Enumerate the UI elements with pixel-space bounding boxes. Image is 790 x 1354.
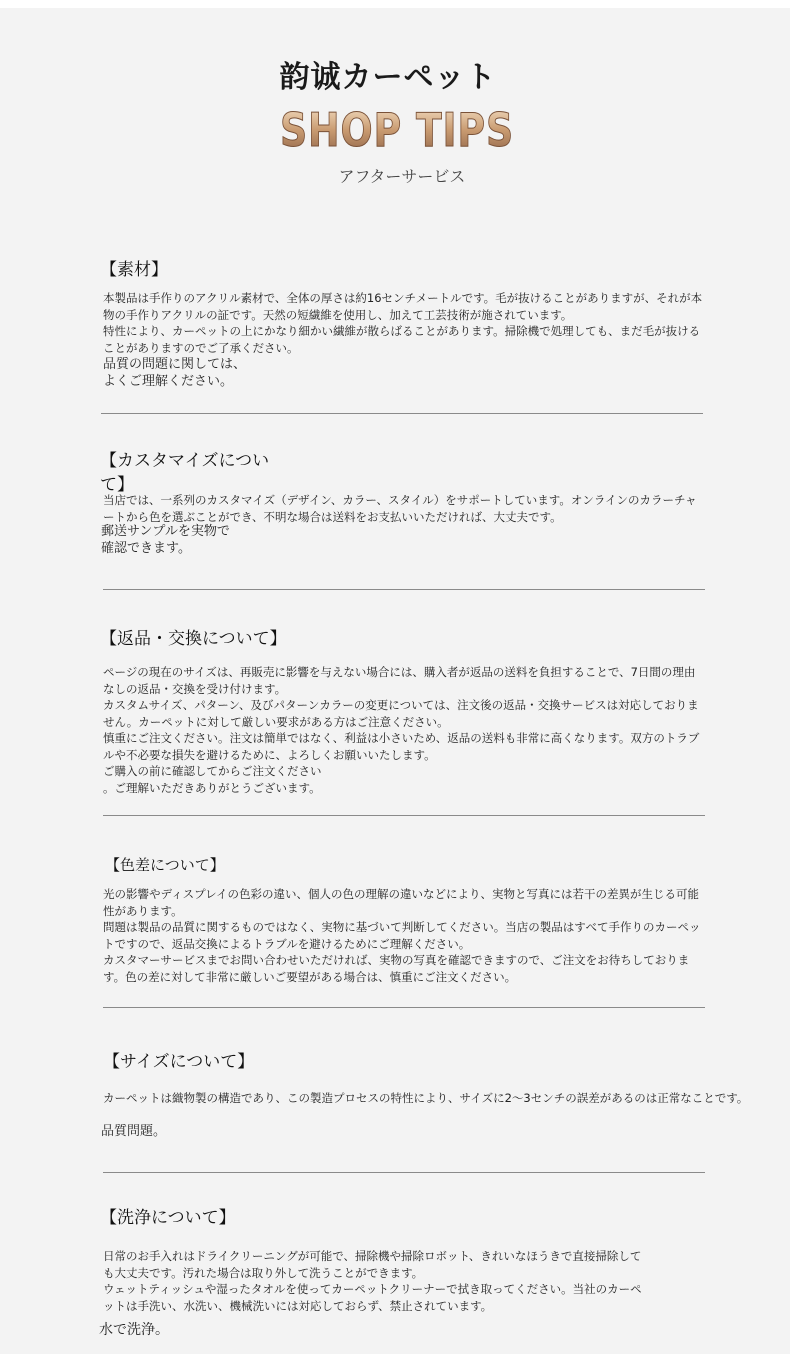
section-title-material: 【素材】 — [100, 260, 168, 280]
divider — [103, 1007, 705, 1008]
section-title-color: 【色差について】 — [105, 856, 225, 874]
after-service-subtitle: アフターサービス — [338, 167, 466, 186]
shop-name-heading: 韵诚カーペット — [279, 60, 497, 95]
svg-text:SHOP TIPS: SHOP TIPS — [280, 103, 514, 157]
section-body-cleaning: 日常のお手入れはドライクリーニングが可能で、掃除機や掃除ロボット、きれいなほうきで直接掃除しても大丈夫です。汚れた場合は取り外して洗うことができます。 ウェットティッシュや湿ったタオルを使ってカーペットクリーナーで拭き取ってください。当社のカーペットは手洗い、水洗い、機械洗いには対応しておらず、禁止されています。 — [103, 1249, 642, 1313]
section-body-returns: ページの現在のサイズは、再販売に影響を与えない場合には、購入者が返品の送料を負担することで、7日間の理由なしの返品・交換を受け付けます。 カスタムサイズ、パターン、及びパターンカラーの変更については、注文後の返品・交換サービスは対応しておりません。カーペットに対して厳しい要求がある方はご注意ください。 慎重にご注文ください。注文は簡単ではなく、利益は小さいため、返品の送料も非常に高くなります。双方のトラブルや不必要な損失を避けるために、よろしくお願いいたします。 ご購入の前に確認してからご注文ください 。ご理解いただきありがとうございます。 — [103, 665, 700, 795]
divider — [103, 589, 705, 590]
section-title-returns: 【返品・交換について】 — [100, 629, 287, 649]
top-strip — [0, 0, 790, 8]
section-note-customize: 郵送サンプルを実物で 確認できます。 — [101, 524, 230, 556]
shop-tips-logo — [278, 96, 518, 160]
section-body-size: カーペットは織物製の構造であり、この製造プロセスの特性により、サイズに2〜3センチの誤差があるのは正常なことです。 — [103, 1091, 749, 1105]
section-title-size: 【サイズについて】 — [103, 1052, 255, 1072]
section-note-size: 品質問題。 — [101, 1124, 167, 1139]
section-title-customize: 【カスタマイズについて】 — [100, 451, 270, 495]
section-note-material: 品質の問題に関しては、 よくご理解ください。 — [103, 357, 247, 389]
section-title-cleaning: 【洗浄について】 — [100, 1208, 236, 1228]
section-body-color: 光の影響やディスプレイの色彩の違い、個人の色の理解の違いなどにより、実物と写真には若干の差異が生じる可能性があります。 問題は製品の品質に関するものではなく、実物に基づいて判断してください。当店の製品はすべて手作りのカーペットですので、返品交換によるトラブルを避けるためにご理解ください。 カスタマーサービスまでお問い合わせいただければ、実物の写真を確認できますので、ご注文をお待ちしております。色の差に対して非常に厳しいご要望がある場合は、慎重にご注文ください。 — [103, 887, 701, 984]
after-service-page — [0, 8, 790, 1354]
divider — [103, 1172, 705, 1173]
divider — [103, 815, 705, 816]
section-note-cleaning: 水で洗浄。 — [99, 1322, 169, 1338]
section-body-material: 本製品は手作りのアクリル素材で、全体の厚さは約16センチメートルです。毛が抜けることがありますが、それが本物の手作りアクリルの証です。天然の短繊維を使用し、加えて工芸技術が施されています。 特性により、カーペットの上にかなり細かい繊維が散らばることがあります。掃除機で処理しても、まだ毛が抜けることがありますのでご了承ください。 — [103, 291, 703, 355]
divider — [101, 413, 703, 414]
section-body-customize: 当店では、一系列のカスタマイズ（デザイン、カラー、スタイル）をサポートしています。オンラインのカラーチャートから色を選ぶことができ、不明な場合は送料をお支払いいただければ、大丈夫です。 — [103, 493, 697, 524]
